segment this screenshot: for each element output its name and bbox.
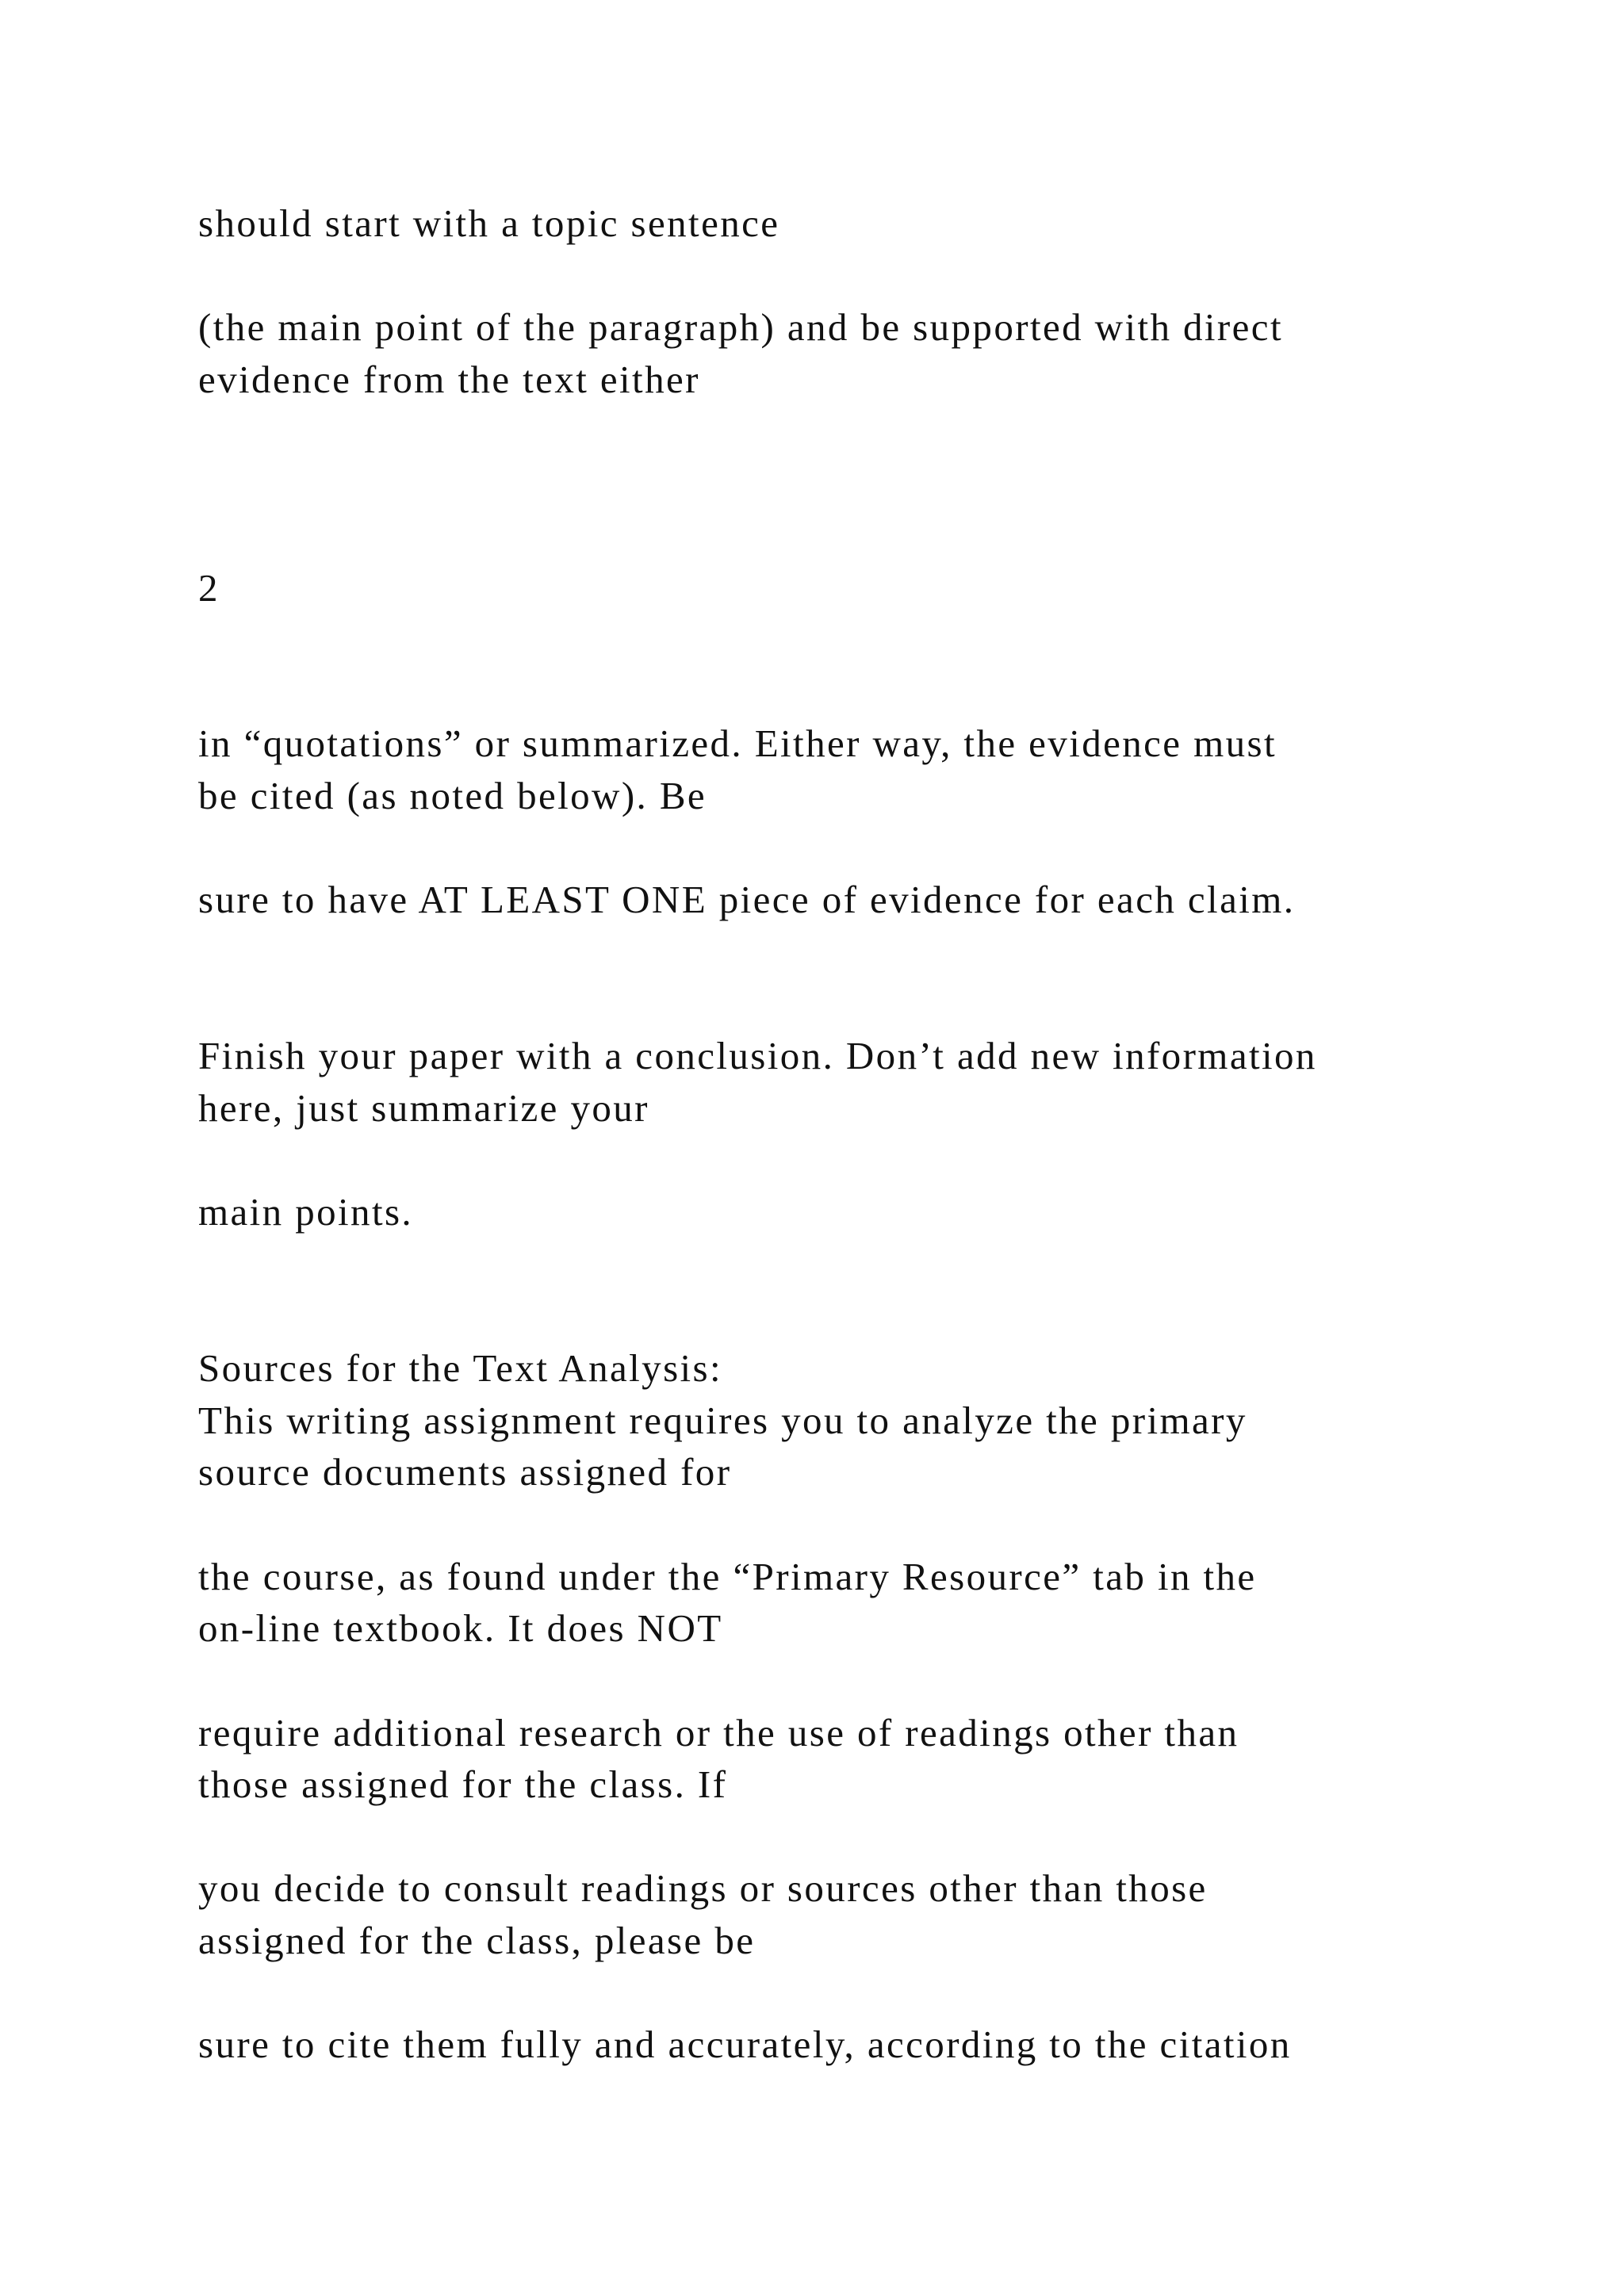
text-line: Finish your paper with a conclusion. Don’t add new information — [198, 1034, 1317, 1077]
text-line: (the main point of the paragraph) and be supported with direct — [198, 305, 1283, 349]
text-line: you decide to consult readings or sources other than those — [198, 1866, 1208, 1910]
text-line: source documents assigned for — [198, 1450, 732, 1494]
text-line: those assigned for the class. If — [198, 1762, 728, 1806]
text-line: evidence from the text either — [198, 358, 700, 401]
text-line: main points. — [198, 1190, 414, 1234]
text-line: sure to have AT LEAST ONE piece of evidence for each claim. — [198, 878, 1296, 921]
text-line: sure to cite them fully and accurately, according to the citation — [198, 2022, 1292, 2066]
text-line: the course, as found under the “Primary Resource” tab in the — [198, 1555, 1257, 1598]
text-line: assigned for the class, please be — [198, 1919, 756, 1962]
section-heading: Sources for the Text Analysis: — [198, 1346, 723, 1390]
text-line: should start with a topic sentence — [198, 201, 780, 245]
text-line: here, just summarize your — [198, 1086, 649, 1130]
text-line: require additional research or the use of readings other than — [198, 1711, 1239, 1755]
text-line: This writing assignment requires you to analyze the primary — [198, 1399, 1247, 1442]
text-line: in “quotations” or summarized. Either way, the evidence must — [198, 721, 1277, 765]
text-line: on-line textbook. It does NOT — [198, 1606, 723, 1650]
page-number: 2 — [198, 566, 220, 610]
text-line: be cited (as noted below). Be — [198, 774, 707, 817]
